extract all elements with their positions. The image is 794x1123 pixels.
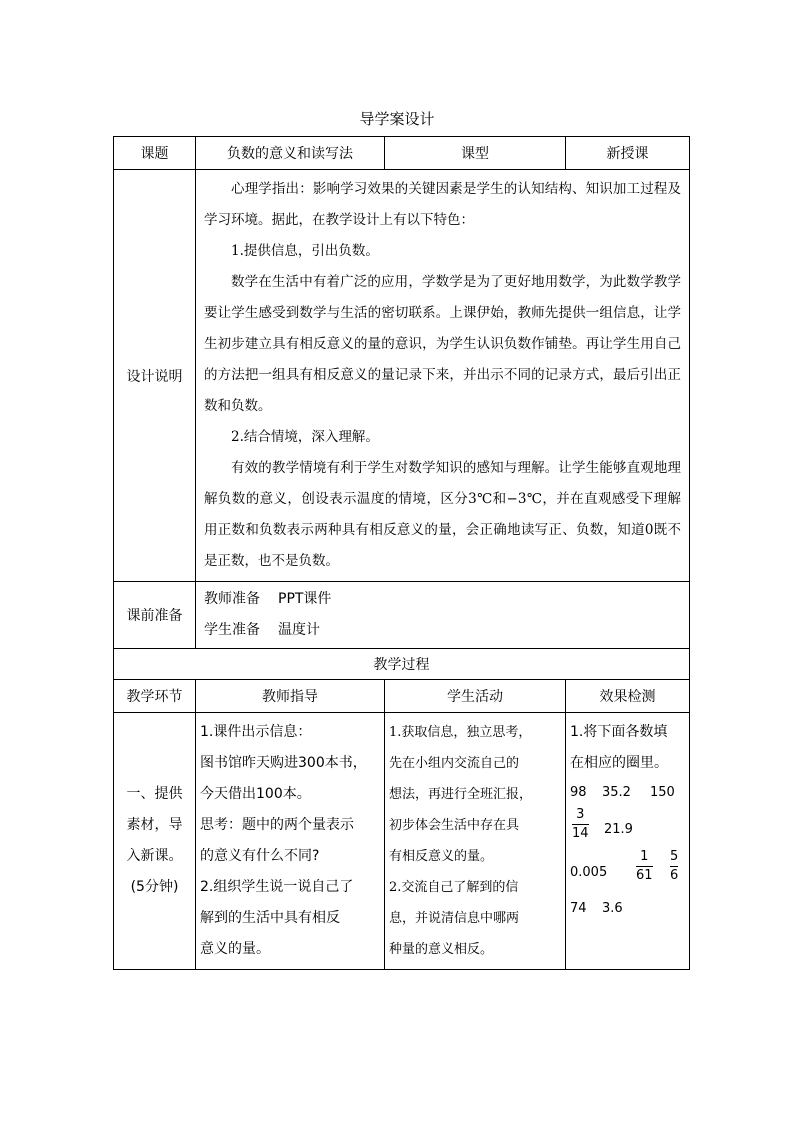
student-line: 先在小组内交流自己的 [389, 756, 520, 771]
stage1-name [114, 713, 196, 970]
fraction-numerator: 5 [670, 849, 679, 864]
design-description [196, 170, 690, 582]
teacher-prep-value: PPT课件 [278, 591, 332, 607]
teacher-line: 思考：题中的两个量表示 [200, 817, 354, 833]
fraction-item [572, 807, 589, 842]
lesson-plan-table [113, 136, 690, 970]
teacher-line: 解到的生活中具有相反 [200, 910, 340, 926]
type-label: 课型 [385, 137, 566, 170]
student-line: 种量的意义相反。 [389, 942, 494, 957]
topic-label: 课题 [114, 137, 196, 170]
teacher-line: 图书馆昨天购进300本书， [200, 755, 367, 771]
header-row [114, 137, 690, 170]
student-line: 有相反意义的量。 [389, 849, 494, 864]
stage-line: (5分钟) [130, 879, 179, 895]
student-line: 1.获取信息，独立思考， [389, 725, 532, 740]
process-section-row [114, 649, 690, 680]
fraction-denominator: 61 [636, 868, 653, 883]
teacher-line: 意义的量。 [200, 941, 270, 957]
number-item: 98 [570, 785, 587, 800]
stage1-teacher-guidance [196, 713, 385, 970]
process-header-row [114, 680, 690, 713]
stage-line: 素材，导 [126, 817, 183, 833]
prep-content [196, 582, 690, 649]
number-list [570, 779, 685, 959]
stage-line: 入新课。 [126, 848, 183, 864]
number-item: 0.005 [570, 865, 608, 880]
student-line: 2.交流自己了解到的信 [389, 880, 519, 895]
number-item: 150 [650, 785, 675, 800]
topic-value: 负数的意义和读写法 [196, 137, 385, 170]
design-row [114, 170, 690, 582]
student-prep-label: 学生准备 [204, 622, 260, 638]
student-line: 想法，再进行全班汇报， [389, 787, 533, 802]
document-title: 导学案设计 [359, 110, 435, 128]
prep-label: 课前准备 [114, 582, 196, 649]
fraction-item [636, 849, 653, 884]
design-paragraph: 有效的教学情境有利于学生对数学知识的感知与理解。让学生能够直观地理解负数的意义，创设表示温度的情境，区分3℃和−3℃，并在直观感受下理解用正数和负数表示两种具有相反意义的量，会正确地读写正、负数，知道0既不是正数，也不是负数。 [204, 460, 681, 569]
design-paragraph: 2.结合情境，深入理解。 [231, 429, 379, 445]
teacher-prep-label: 教师准备 [204, 591, 260, 607]
number-item: 21.9 [604, 822, 633, 837]
teacher-line: 的意义有什么不同? [200, 848, 320, 864]
col-teacher: 教师指导 [196, 680, 385, 713]
stage-line: 一、提供 [126, 786, 183, 802]
design-label: 设计说明 [114, 170, 196, 582]
fraction-item [670, 849, 678, 884]
stage1-row [114, 713, 690, 970]
check-line: 在相应的圈里。 [570, 755, 668, 771]
prep-row [114, 582, 690, 649]
teacher-prep [204, 584, 681, 615]
check-line: 1.将下面各数填 [570, 724, 668, 740]
stage1-effect-check [566, 713, 690, 970]
number-item: 3.6 [602, 901, 623, 916]
stage1-student-activity [385, 713, 566, 970]
fraction-numerator: 3 [576, 807, 585, 822]
col-stage: 教学环节 [114, 680, 196, 713]
student-line: 息，并说清信息中哪两 [389, 911, 520, 926]
teacher-line: 今天借出100本。 [200, 786, 311, 802]
type-value: 新授课 [566, 137, 690, 170]
teacher-line: 1.课件出示信息： [200, 724, 312, 740]
fraction-denominator: 14 [572, 826, 589, 841]
student-line: 初步体会生活中存在具 [389, 818, 520, 833]
number-item: 74 [570, 901, 587, 916]
design-paragraph: 心理学指出：影响学习效果的关键因素是学生的认知结构、知识加工过程及学习环境。据此，在教学设计上有以下特色： [204, 181, 681, 228]
col-student: 学生活动 [385, 680, 566, 713]
process-section-title: 教学过程 [114, 649, 690, 680]
number-item: 35.2 [602, 785, 631, 800]
student-prep [204, 615, 681, 646]
fraction-numerator: 1 [640, 849, 649, 864]
design-paragraph: 数学在生活中有着广泛的应用，学数学是为了更好地用数学，为此数学教学要让学生感受到数学与生活的密切联系。上课伊始，教师先提供一组信息，让学生初步建立具有相反意义的量的意识，为学生认识负数作铺垫。再让学生用自己的方法把一组具有相反意义的量记录下来，并出示不同的记录方式，最后引出正数和负数。 [204, 274, 681, 414]
fraction-denominator: 6 [670, 868, 679, 883]
student-prep-value: 温度计 [278, 622, 320, 638]
design-paragraph: 1.提供信息，引出负数。 [231, 243, 379, 259]
teacher-line: 2.组织学生说一说自己了 [200, 879, 354, 895]
col-check: 效果检测 [566, 680, 690, 713]
